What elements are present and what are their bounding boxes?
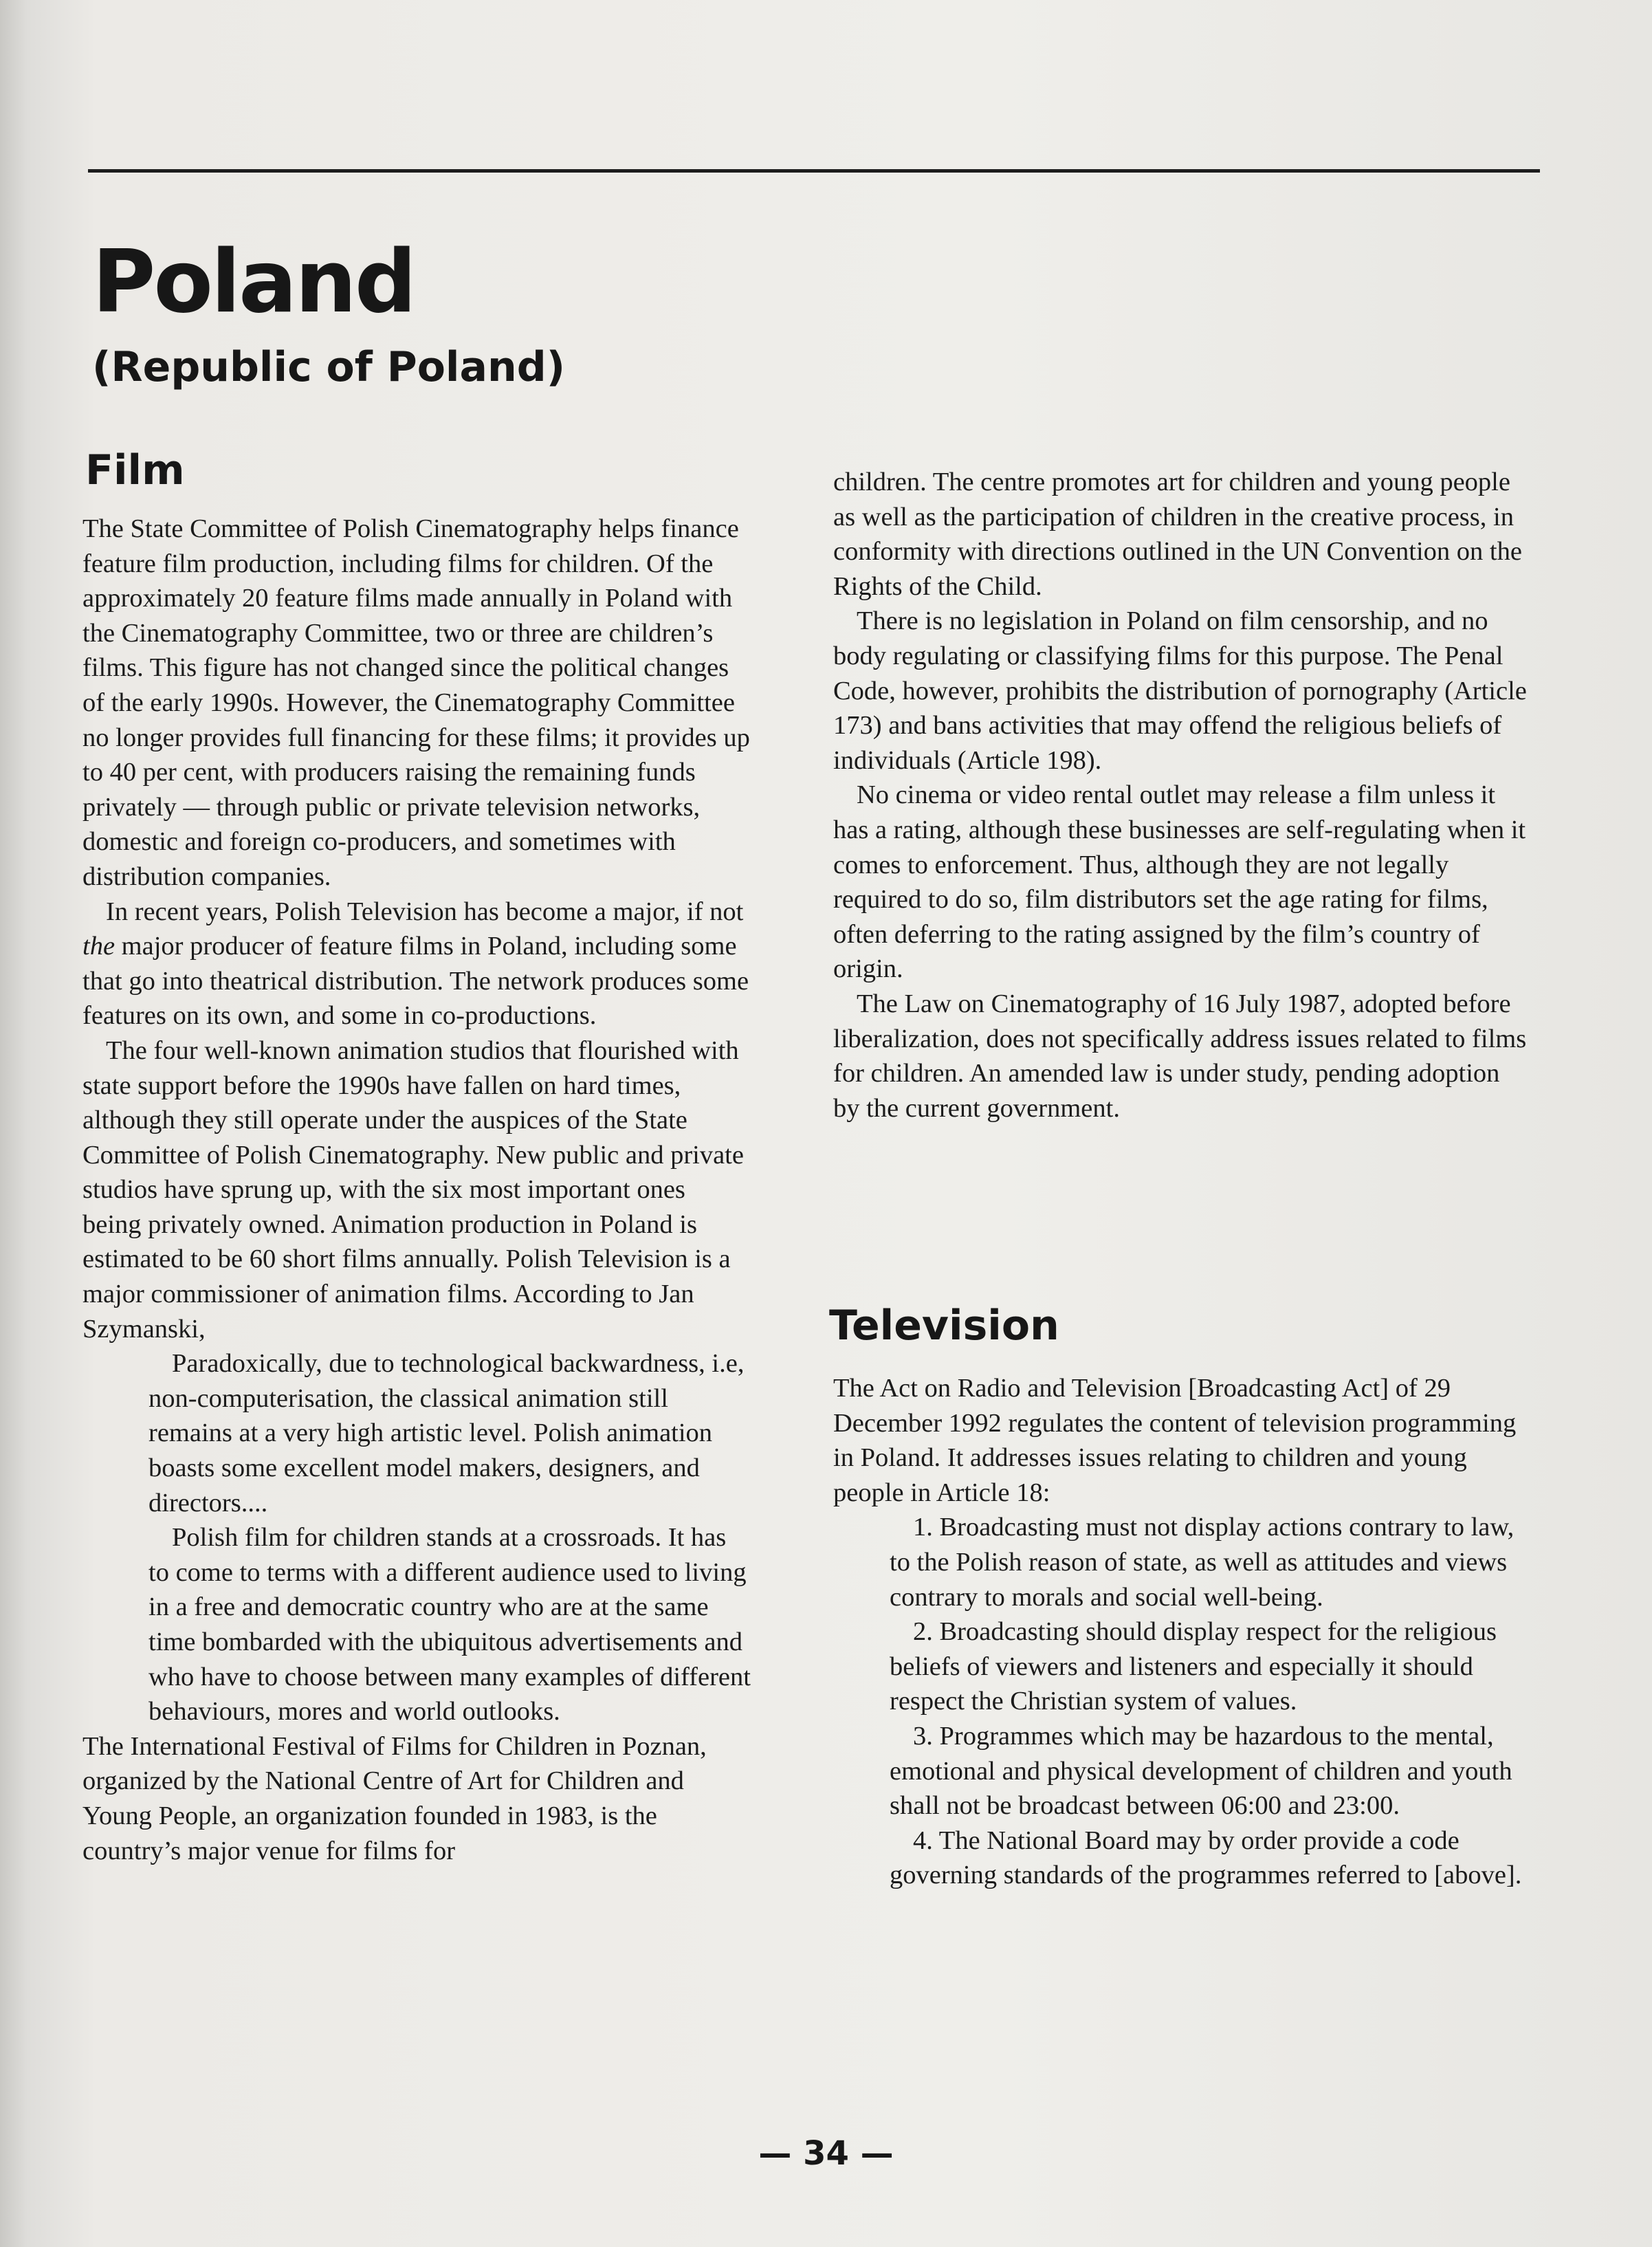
block-quote: Polish film for children stands at a crossroads. It has to come to terms with a different audience used to living in a free and democratic country who are at the same time bombarded with the ubiquitous advertisements and who have to choose between many examples of different behaviours, mores and world outlooks. [148, 1523, 751, 1727]
section-heading-television: Television [829, 1302, 1059, 1350]
list-item: 4. The National Board may by order provide a code governing standards of the programmes referred to [above]. [890, 1826, 1522, 1890]
paragraph: children. The centre promotes art for children and young people as well as the participation of children in the creative process, in conformity with directions outlined in the UN Convention on the Rights of the Child. [833, 468, 1522, 601]
paragraph: The four well-known animation studios that flourished with state support before the 1990s have fallen on hard times, although they still operate under the auspices of the State Committee of Polish Cinematography. New public and private studios have sprung up, with the six most important ones being privately owned. Animation production in Poland is estimated to be 60 short films annually. Polish Television is a major commissioner of animation films. According to Jan Szymanski, [82, 1035, 744, 1344]
block-quote: Paradoxically, due to technological backwardness, i.e, non-computerisation, the classical animation still remains at a very high artistic level. Polish animation boasts some excellent model makers, designers, and directors.... [148, 1349, 745, 1517]
text-run: major producer of feature films in Poland, including some that go into theatrical distribution. The network produces some features on its own, and some in co-productions. [82, 932, 749, 1031]
list-item: 2. Broadcasting should display respect for the religious beliefs of viewers and listeners and especially it should respect the Christian system of values. [890, 1617, 1497, 1716]
paragraph: The Law on Cinematography of 16 July 1987, adopted before liberalization, does not specifically address issues related to films for children. An amended law is under study, pending adoption by the current government. [833, 989, 1527, 1123]
right-column [833, 465, 1528, 1126]
page-number: — 34 — [758, 2134, 894, 2173]
section-heading-film: Film [85, 446, 185, 494]
paragraph: The Act on Radio and Television [Broadcasting Act] of 29 December 1992 regulates the content of television programming in Poland. It addresses issues relating to children and young people in Article 18: [833, 1374, 1517, 1507]
television-body [833, 1371, 1528, 1893]
page-subtitle: (Republic of Poland) [92, 343, 566, 391]
emphasis: the [82, 932, 115, 961]
list-item: 3. Programmes which may be hazardous to the mental, emotional and physical development of children and youth shall not be broadcast between 06:00 and 23:00. [890, 1721, 1512, 1821]
bleed-through-decoration [103, 69, 117, 113]
paragraph: The State Committee of Polish Cinematography helps finance feature film production, including films for children. Of the approximately 20 feature films made annually in Poland with the Cinematography Committee, two or three are children’s films. This figure has not changed since the political changes of the early 1990s. However, the Cinematography Committee no longer provides full financing for these films; it provides up to 40 per cent, with producers raising the remaining funds privately — through public or private television networks, domestic and foreign co-producers, and sometimes with distribution companies. [82, 514, 750, 891]
left-column [82, 512, 751, 1868]
paragraph: There is no legislation in Poland on film censorship, and no body regulating or classifying films for this purpose. The Penal Code, however, prohibits the distribution of pornography (Article 173) and bans activities that may offend the religious beliefs of individuals (Article 198). [833, 606, 1527, 775]
header-rule [88, 169, 1540, 173]
text-run: In recent years, Polish Television has become a major, if not [106, 897, 744, 926]
page-title: Poland [92, 231, 415, 332]
paragraph: The International Festival of Films for Children in Poznan, organized by the National Centre of Art for Children and Young People, an organization founded in 1983, is the country’s major venue for films for [82, 1731, 707, 1865]
paragraph [82, 895, 751, 1033]
paragraph: No cinema or video rental outlet may release a film unless it has a rating, although these businesses are self-regulating when it comes to enforcement. Thus, although they are not legally required to do so, film distributors set the age rating for films, often deferring to the rating assigned by the film’s country of origin. [833, 780, 1526, 984]
list-item: 1. Broadcasting must not display actions contrary to law, to the Polish reason of state, as well as attitudes and views contrary to morals and social well-being. [890, 1513, 1515, 1612]
